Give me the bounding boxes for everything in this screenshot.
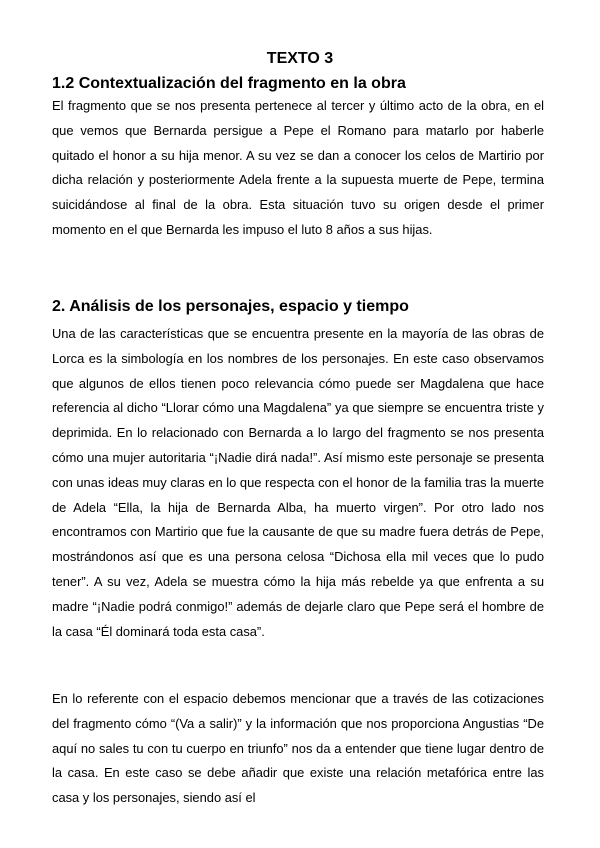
paragraph-contextualizacion: El fragmento que se nos presenta pertenece al tercer y último acto de la obra, en el que vemos que Bernarda persigue a Pepe el Romano para matarlo por haberle quitado el honor a su hija menor. A su vez se dan a conocer los celos de Martirio por dicha relación y posteriormente Adela frente a la supuesta muerte de Pepe, termina suicidándose al final de la obra. Esta situación tuvo su origen desde el primer momento en el que Bernarda les impuso el luto 8 años a sus hijas.: [52, 98, 544, 237]
section-heading-analisis: 2. Análisis de los personajes, espacio y tiempo: [52, 298, 409, 315]
paragraph-personajes: Una de las características que se encuentra presente en la mayoría de las obras de Lorca es la simbología en los nombres de los personajes. En este caso observamos que algunos de ellos tienen poco relevancia cómo puede ser Magdalena que hace referencia al dicho “Llorar cómo una Magdalena” ya que siempre se encuentra triste y deprimida. En lo relacionado con Bernarda a lo largo del fragmento se nos presenta cómo una mujer autoritaria “¡Nadie dirá nada!”. Así mismo este personaje se presenta con unas ideas muy claras en lo que respecta con el honor de la familia tras la muerte de Adela “Ella, la hija de Bernarda Alba, ha muerto virgen”. Por otro lado nos encontramos con Martirio que fue la causante de que su madre fuera detrás de Pepe, mostrándonos así que es una persona celosa “Dichosa ella mil veces que lo pudo tener”. A su vez, Adela se muestra cómo la hija más rebelde ya que enfrenta a su madre “¡Nadie podrá conmigo!” además de dejarle claro que Pepe será el hombre de la casa “Él dominará toda esta casa”.: [52, 326, 544, 639]
document-title: TEXTO 3: [266, 50, 334, 67]
paragraph-espacio: En lo referente con el espacio debemos mencionar que a través de las cotizaciones del fragmento cómo “(Va a salir)” y la información que nos proporciona Angustias “De aquí no sales tu con tu cuerpo en triunfo” nos da a entender que tiene lugar dentro de la casa. En este caso se debe añadir que existe una relación metafórica entre las casa y los personajes, siendo así el: [52, 691, 544, 806]
section-heading-contextualizacion: 1.2 Contextualización del fragmento en la obra: [52, 75, 406, 92]
